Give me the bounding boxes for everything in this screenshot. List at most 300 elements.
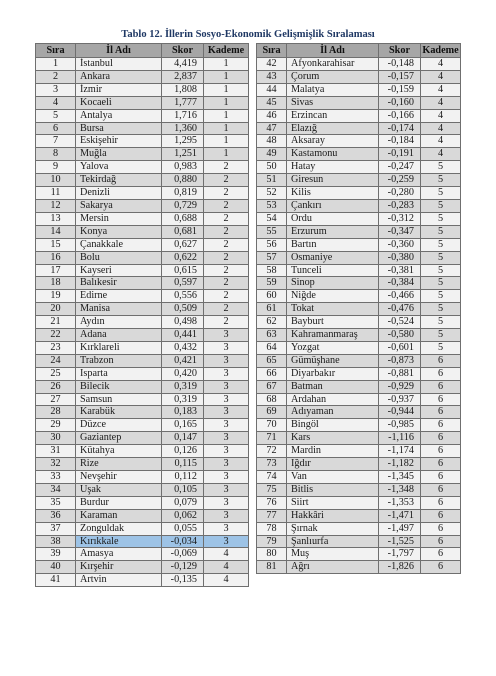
table-row bbox=[36, 135, 249, 148]
table-row bbox=[257, 354, 461, 367]
rank-cell: 13 bbox=[36, 212, 76, 225]
table-row bbox=[257, 341, 461, 354]
rank-cell: 45 bbox=[257, 96, 287, 109]
rank-cell: 38 bbox=[36, 535, 76, 548]
score-cell: -1,497 bbox=[379, 522, 421, 535]
score-cell: 0,622 bbox=[162, 251, 204, 264]
province-cell: Düzce bbox=[76, 419, 162, 432]
rank-cell: 50 bbox=[257, 161, 287, 174]
score-cell: -0,347 bbox=[379, 225, 421, 238]
table-row bbox=[36, 354, 249, 367]
tier-cell: 5 bbox=[421, 303, 461, 316]
table-row bbox=[36, 174, 249, 187]
tier-cell: 6 bbox=[421, 367, 461, 380]
province-cell: Rize bbox=[76, 458, 162, 471]
score-cell: 0,729 bbox=[162, 199, 204, 212]
rank-cell: 36 bbox=[36, 509, 76, 522]
rank-cell: 70 bbox=[257, 419, 287, 432]
table-row bbox=[257, 70, 461, 83]
score-cell: -0,476 bbox=[379, 303, 421, 316]
tier-cell: 2 bbox=[204, 316, 249, 329]
table-row bbox=[257, 148, 461, 161]
table-row bbox=[257, 251, 461, 264]
score-cell: 1,251 bbox=[162, 148, 204, 161]
rank-cell: 48 bbox=[257, 135, 287, 148]
table-row bbox=[36, 496, 249, 509]
tier-cell: 6 bbox=[421, 432, 461, 445]
rank-cell: 78 bbox=[257, 522, 287, 535]
score-cell: 1,360 bbox=[162, 122, 204, 135]
score-cell: -1,348 bbox=[379, 483, 421, 496]
score-cell: -1,345 bbox=[379, 471, 421, 484]
score-cell: -0,360 bbox=[379, 238, 421, 251]
score-cell: 0,441 bbox=[162, 329, 204, 342]
table-row bbox=[257, 161, 461, 174]
table-row bbox=[257, 174, 461, 187]
score-cell: 0,183 bbox=[162, 406, 204, 419]
rank-cell: 14 bbox=[36, 225, 76, 238]
table-row bbox=[36, 406, 249, 419]
tier-cell: 5 bbox=[421, 199, 461, 212]
header-rank: Sıra bbox=[36, 44, 76, 58]
rank-cell: 30 bbox=[36, 432, 76, 445]
header-score: Skor bbox=[162, 44, 204, 58]
rank-cell: 6 bbox=[36, 122, 76, 135]
table-row bbox=[257, 303, 461, 316]
tier-cell: 5 bbox=[421, 225, 461, 238]
tier-cell: 3 bbox=[204, 329, 249, 342]
header-province: İl Adı bbox=[76, 44, 162, 58]
rank-cell: 43 bbox=[257, 70, 287, 83]
province-cell: Osmaniye bbox=[287, 251, 379, 264]
tier-cell: 1 bbox=[204, 58, 249, 71]
score-cell: -0,184 bbox=[379, 135, 421, 148]
province-cell: Adıyaman bbox=[287, 406, 379, 419]
province-cell: Samsun bbox=[76, 393, 162, 406]
rank-cell: 80 bbox=[257, 548, 287, 561]
province-cell: Isparta bbox=[76, 367, 162, 380]
score-cell: -0,157 bbox=[379, 70, 421, 83]
rank-cell: 75 bbox=[257, 483, 287, 496]
table-row bbox=[257, 471, 461, 484]
score-cell: -0,312 bbox=[379, 212, 421, 225]
table-row bbox=[36, 83, 249, 96]
province-cell: Çanakkale bbox=[76, 238, 162, 251]
rank-cell: 3 bbox=[36, 83, 76, 96]
province-cell: Van bbox=[287, 471, 379, 484]
table-row bbox=[257, 509, 461, 522]
table-row bbox=[36, 483, 249, 496]
province-cell: Kastamonu bbox=[287, 148, 379, 161]
province-cell: Muş bbox=[287, 548, 379, 561]
tier-cell: 4 bbox=[421, 70, 461, 83]
tier-cell: 3 bbox=[204, 341, 249, 354]
rank-cell: 76 bbox=[257, 496, 287, 509]
header-tier: Kademe bbox=[422, 45, 459, 56]
tier-cell: 4 bbox=[204, 574, 249, 587]
rank-cell: 12 bbox=[36, 199, 76, 212]
table-row bbox=[257, 96, 461, 109]
tier-cell: 6 bbox=[421, 419, 461, 432]
header-tier: Kademe bbox=[204, 44, 249, 58]
tier-cell: 6 bbox=[421, 522, 461, 535]
province-cell: Yozgat bbox=[287, 341, 379, 354]
table-row bbox=[36, 471, 249, 484]
score-cell: -0,466 bbox=[379, 290, 421, 303]
score-cell: -0,129 bbox=[162, 561, 204, 574]
table-row bbox=[36, 380, 249, 393]
rank-cell: 63 bbox=[257, 329, 287, 342]
score-cell: -0,159 bbox=[379, 83, 421, 96]
rank-cell: 8 bbox=[36, 148, 76, 161]
score-cell: 0,126 bbox=[162, 445, 204, 458]
rank-cell: 25 bbox=[36, 367, 76, 380]
score-cell: -0,937 bbox=[379, 393, 421, 406]
score-cell: -0,280 bbox=[379, 187, 421, 200]
header-row bbox=[257, 44, 461, 58]
table-row bbox=[36, 432, 249, 445]
table-row bbox=[36, 341, 249, 354]
rank-cell: 24 bbox=[36, 354, 76, 367]
tier-cell: 6 bbox=[421, 406, 461, 419]
province-cell: Kırıkkale bbox=[76, 535, 162, 548]
rank-cell: 11 bbox=[36, 187, 76, 200]
rank-cell: 1 bbox=[36, 58, 76, 71]
table-row bbox=[257, 496, 461, 509]
score-cell: 0,147 bbox=[162, 432, 204, 445]
tier-cell: 4 bbox=[204, 548, 249, 561]
header-score: Skor bbox=[379, 44, 421, 58]
province-cell: Bingöl bbox=[287, 419, 379, 432]
province-cell: Artvin bbox=[76, 574, 162, 587]
province-cell: Batman bbox=[287, 380, 379, 393]
province-cell: Erzincan bbox=[287, 109, 379, 122]
table-row bbox=[36, 70, 249, 83]
table-row bbox=[257, 225, 461, 238]
province-cell: Giresun bbox=[287, 174, 379, 187]
tier-cell: 2 bbox=[204, 225, 249, 238]
score-cell: 2,837 bbox=[162, 70, 204, 83]
tier-cell: 3 bbox=[204, 354, 249, 367]
table-row bbox=[36, 329, 249, 342]
tier-cell: 4 bbox=[421, 122, 461, 135]
province-cell: Edirne bbox=[76, 290, 162, 303]
province-cell: Siirt bbox=[287, 496, 379, 509]
score-cell: -1,826 bbox=[379, 561, 421, 574]
table-row bbox=[257, 316, 461, 329]
province-cell: Elazığ bbox=[287, 122, 379, 135]
tier-cell: 6 bbox=[421, 496, 461, 509]
rank-cell: 74 bbox=[257, 471, 287, 484]
score-cell: -0,259 bbox=[379, 174, 421, 187]
province-cell: Çorum bbox=[287, 70, 379, 83]
tier-cell: 1 bbox=[204, 109, 249, 122]
province-cell: Konya bbox=[76, 225, 162, 238]
score-cell: 0,421 bbox=[162, 354, 204, 367]
tier-cell: 3 bbox=[204, 419, 249, 432]
score-cell: 0,112 bbox=[162, 471, 204, 484]
rank-cell: 21 bbox=[36, 316, 76, 329]
score-cell: -1,174 bbox=[379, 445, 421, 458]
province-cell: Nevşehir bbox=[76, 471, 162, 484]
rank-cell: 34 bbox=[36, 483, 76, 496]
tier-cell: 3 bbox=[204, 406, 249, 419]
province-cell: Ağrı bbox=[287, 561, 379, 574]
rank-cell: 40 bbox=[36, 561, 76, 574]
table-row bbox=[36, 187, 249, 200]
score-cell: -0,380 bbox=[379, 251, 421, 264]
tier-cell: 4 bbox=[421, 109, 461, 122]
tier-cell: 4 bbox=[421, 148, 461, 161]
score-cell: -0,034 bbox=[162, 535, 204, 548]
rank-cell: 18 bbox=[36, 277, 76, 290]
tier-cell: 6 bbox=[421, 535, 461, 548]
rank-cell: 41 bbox=[36, 574, 76, 587]
rank-cell: 58 bbox=[257, 264, 287, 277]
rank-cell: 79 bbox=[257, 535, 287, 548]
score-cell: 1,777 bbox=[162, 96, 204, 109]
table-row bbox=[36, 161, 249, 174]
table-row bbox=[36, 96, 249, 109]
table-row bbox=[36, 548, 249, 561]
header-rank: Sıra bbox=[257, 44, 287, 58]
tier-cell: 6 bbox=[421, 471, 461, 484]
header-province: İl Adı bbox=[287, 44, 379, 58]
score-cell: 0,627 bbox=[162, 238, 204, 251]
rank-cell: 28 bbox=[36, 406, 76, 419]
tier-cell: 5 bbox=[421, 316, 461, 329]
score-cell: -0,580 bbox=[379, 329, 421, 342]
score-cell: 0,420 bbox=[162, 367, 204, 380]
table-row bbox=[257, 329, 461, 342]
table-row bbox=[257, 561, 461, 574]
province-cell: Kırşehir bbox=[76, 561, 162, 574]
score-cell: 0,055 bbox=[162, 522, 204, 535]
table-row bbox=[36, 316, 249, 329]
tier-cell: 3 bbox=[204, 509, 249, 522]
score-cell: 0,498 bbox=[162, 316, 204, 329]
rank-cell: 9 bbox=[36, 161, 76, 174]
province-cell: Kilis bbox=[287, 187, 379, 200]
rank-cell: 51 bbox=[257, 174, 287, 187]
score-cell: -0,524 bbox=[379, 316, 421, 329]
tier-cell: 2 bbox=[204, 303, 249, 316]
province-cell: Uşak bbox=[76, 483, 162, 496]
table-row bbox=[36, 251, 249, 264]
score-cell: 1,716 bbox=[162, 109, 204, 122]
province-cell: Amasya bbox=[76, 548, 162, 561]
tier-cell: 2 bbox=[204, 277, 249, 290]
rank-cell: 53 bbox=[257, 199, 287, 212]
table-row bbox=[257, 135, 461, 148]
rank-cell: 49 bbox=[257, 148, 287, 161]
score-cell: -0,069 bbox=[162, 548, 204, 561]
rank-cell: 29 bbox=[36, 419, 76, 432]
tier-cell: 2 bbox=[204, 174, 249, 187]
tier-cell: 2 bbox=[204, 187, 249, 200]
tier-cell: 6 bbox=[421, 445, 461, 458]
tier-cell: 3 bbox=[204, 522, 249, 535]
province-cell: Ardahan bbox=[287, 393, 379, 406]
score-cell: -0,384 bbox=[379, 277, 421, 290]
rank-cell: 23 bbox=[36, 341, 76, 354]
tier-cell: 6 bbox=[421, 561, 461, 574]
score-cell: 0,688 bbox=[162, 212, 204, 225]
tier-cell: 6 bbox=[421, 380, 461, 393]
rank-cell: 22 bbox=[36, 329, 76, 342]
province-cell: Balıkesir bbox=[76, 277, 162, 290]
rank-cell: 57 bbox=[257, 251, 287, 264]
rank-cell: 61 bbox=[257, 303, 287, 316]
score-cell: -0,881 bbox=[379, 367, 421, 380]
rank-cell: 52 bbox=[257, 187, 287, 200]
table-row bbox=[36, 264, 249, 277]
tier-cell: 5 bbox=[421, 187, 461, 200]
score-cell: -1,471 bbox=[379, 509, 421, 522]
province-cell: Malatya bbox=[287, 83, 379, 96]
tier-cell: 6 bbox=[421, 509, 461, 522]
tier-cell: 3 bbox=[204, 496, 249, 509]
rank-cell: 64 bbox=[257, 341, 287, 354]
score-cell: -0,929 bbox=[379, 380, 421, 393]
score-cell: -0,283 bbox=[379, 199, 421, 212]
score-cell: 0,509 bbox=[162, 303, 204, 316]
tier-cell: 3 bbox=[204, 393, 249, 406]
rank-cell: 42 bbox=[257, 58, 287, 71]
tier-cell: 3 bbox=[204, 445, 249, 458]
tier-cell: 1 bbox=[204, 96, 249, 109]
rank-cell: 33 bbox=[36, 471, 76, 484]
province-cell: Bitlis bbox=[287, 483, 379, 496]
tier-cell: 4 bbox=[421, 58, 461, 71]
rank-cell: 68 bbox=[257, 393, 287, 406]
tier-cell: 5 bbox=[421, 161, 461, 174]
tier-cell: 3 bbox=[204, 483, 249, 496]
header-row bbox=[36, 44, 249, 58]
province-cell: Eskişehir bbox=[76, 135, 162, 148]
tier-cell: 6 bbox=[421, 393, 461, 406]
score-cell: -0,174 bbox=[379, 122, 421, 135]
table-row bbox=[257, 212, 461, 225]
province-cell: Mersin bbox=[76, 212, 162, 225]
score-cell: -0,135 bbox=[162, 574, 204, 587]
table-row bbox=[257, 277, 461, 290]
table-row bbox=[257, 199, 461, 212]
province-cell: Erzurum bbox=[287, 225, 379, 238]
rank-cell: 5 bbox=[36, 109, 76, 122]
tier-cell: 3 bbox=[204, 432, 249, 445]
province-cell: Tunceli bbox=[287, 264, 379, 277]
table-row bbox=[36, 148, 249, 161]
score-cell: -0,191 bbox=[379, 148, 421, 161]
table-row bbox=[257, 458, 461, 471]
tier-cell: 3 bbox=[204, 471, 249, 484]
province-cell: Kütahya bbox=[76, 445, 162, 458]
table-row bbox=[36, 561, 249, 574]
tier-cell: 5 bbox=[421, 329, 461, 342]
province-cell: Kırklareli bbox=[76, 341, 162, 354]
table-row bbox=[257, 393, 461, 406]
table-row bbox=[36, 458, 249, 471]
table-row bbox=[36, 445, 249, 458]
province-cell: İzmir bbox=[76, 83, 162, 96]
rank-cell: 73 bbox=[257, 458, 287, 471]
score-cell: 0,079 bbox=[162, 496, 204, 509]
rank-cell: 7 bbox=[36, 135, 76, 148]
table-row bbox=[257, 83, 461, 96]
tier-cell: 1 bbox=[204, 122, 249, 135]
province-cell: Bilecik bbox=[76, 380, 162, 393]
rank-cell: 56 bbox=[257, 238, 287, 251]
province-cell: Ordu bbox=[287, 212, 379, 225]
rank-cell: 59 bbox=[257, 277, 287, 290]
province-cell: Aksaray bbox=[287, 135, 379, 148]
province-cell: Hakkâri bbox=[287, 509, 379, 522]
province-cell: Yalova bbox=[76, 161, 162, 174]
tier-cell: 6 bbox=[421, 483, 461, 496]
rank-cell: 47 bbox=[257, 122, 287, 135]
score-cell: 0,983 bbox=[162, 161, 204, 174]
rank-cell: 72 bbox=[257, 445, 287, 458]
province-cell: İstanbul bbox=[76, 58, 162, 71]
province-cell: Zonguldak bbox=[76, 522, 162, 535]
table-row bbox=[257, 445, 461, 458]
rank-cell: 31 bbox=[36, 445, 76, 458]
province-cell: Gaziantep bbox=[76, 432, 162, 445]
table-row bbox=[36, 199, 249, 212]
rank-cell: 54 bbox=[257, 212, 287, 225]
rank-cell: 20 bbox=[36, 303, 76, 316]
tier-cell: 1 bbox=[204, 148, 249, 161]
table-row bbox=[36, 393, 249, 406]
tier-cell: 2 bbox=[204, 264, 249, 277]
rank-cell: 37 bbox=[36, 522, 76, 535]
tier-cell: 5 bbox=[421, 238, 461, 251]
rank-cell: 77 bbox=[257, 509, 287, 522]
tier-cell: 6 bbox=[421, 458, 461, 471]
province-cell: Bursa bbox=[76, 122, 162, 135]
province-cell: Bayburt bbox=[287, 316, 379, 329]
rank-cell: 16 bbox=[36, 251, 76, 264]
rank-cell: 4 bbox=[36, 96, 76, 109]
table-row bbox=[257, 122, 461, 135]
table-row bbox=[257, 522, 461, 535]
score-cell: 0,165 bbox=[162, 419, 204, 432]
score-cell: -0,944 bbox=[379, 406, 421, 419]
score-cell: -0,160 bbox=[379, 96, 421, 109]
ranking-table-right bbox=[256, 43, 461, 574]
province-cell: Sivas bbox=[287, 96, 379, 109]
tier-cell: 3 bbox=[204, 535, 249, 548]
province-cell: Aydın bbox=[76, 316, 162, 329]
table-row bbox=[257, 264, 461, 277]
score-cell: -0,247 bbox=[379, 161, 421, 174]
tier-cell: 5 bbox=[421, 251, 461, 264]
table-row bbox=[36, 122, 249, 135]
score-cell: 0,115 bbox=[162, 458, 204, 471]
tier-cell: 1 bbox=[204, 83, 249, 96]
province-cell: Manisa bbox=[76, 303, 162, 316]
tier-cell: 6 bbox=[421, 354, 461, 367]
tier-cell: 5 bbox=[421, 264, 461, 277]
score-cell: 0,597 bbox=[162, 277, 204, 290]
table-row bbox=[257, 290, 461, 303]
table-row bbox=[257, 238, 461, 251]
table-row bbox=[257, 187, 461, 200]
tier-cell: 3 bbox=[204, 380, 249, 393]
table-row bbox=[257, 483, 461, 496]
table-row bbox=[257, 548, 461, 561]
